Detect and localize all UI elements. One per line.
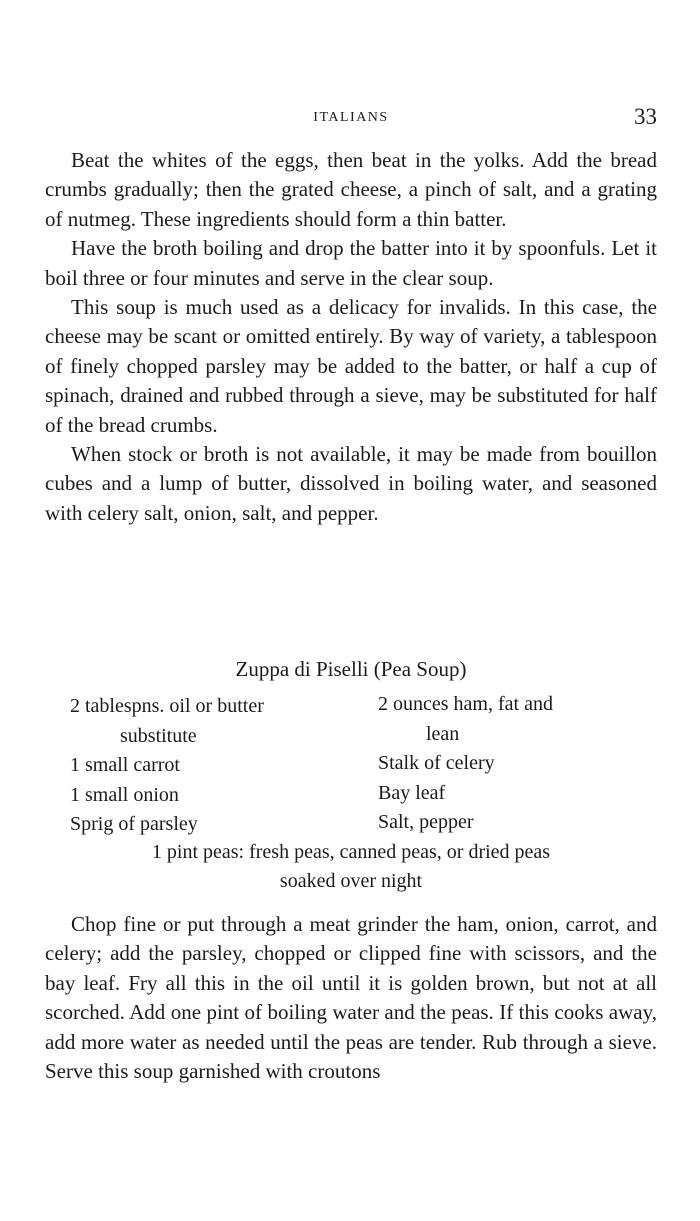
- ingredient-line: Stalk of celery: [378, 752, 495, 774]
- ingredient-bay-leaf: [378, 779, 445, 809]
- ingredient-oil: [70, 692, 264, 751]
- ingredient-ham: [378, 690, 553, 749]
- ingredient-carrot: [70, 751, 180, 781]
- ingredient-parsley: [70, 810, 198, 840]
- ingredient-line: 2 ounces ham, fat and: [378, 693, 553, 715]
- ingredient-peas-note: soaked over night: [279, 870, 423, 892]
- ingredient-line: Salt, pepper: [378, 811, 474, 833]
- ingredient-salt-pepper: [378, 808, 474, 838]
- body-text-instructions: [45, 910, 657, 1086]
- ingredient-onion: [70, 781, 179, 811]
- ingredient-peas: 1 pint peas: fresh peas, canned peas, or dried peas: [151, 841, 551, 863]
- ingredient-line: 2 tablespns. oil or butter: [70, 695, 264, 717]
- running-title: ITALIANS: [313, 110, 389, 125]
- page-number: 33: [634, 104, 657, 129]
- ingredient-line: Bay leaf: [378, 782, 446, 804]
- paragraph-broth: Have the broth boiling and drop the batter into it by spoonfuls. Let it boil three or four minutes and serve in the clear soup.: [45, 236, 657, 290]
- paragraph-instructions: Chop fine or put through a meat grinder the ham, onion, carrot, and celery; add the parsley, chopped or clipped fine with scissors, and the bay leaf. Fry all this in the oil until it is golden brown, but not at all scorched. Add one pint of boiling water and the peas. If this cooks away, add more water as needed until the peas are tender. Rub through a sieve. Serve this soup garnished with croutons: [45, 912, 657, 1084]
- paragraph-invalids: This soup is much used as a delicacy for invalids. In this case, the cheese may be scant or omitted entirely. By way of variety, a tablespoon of finely chopped parsley may be added to the batter, or half a cup of spinach, drained and rubbed through a sieve, may be substituted for half of the bread crumbs.: [45, 295, 657, 437]
- ingredient-line: 1 small carrot: [70, 754, 180, 776]
- paragraph-bouillon: When stock or broth is not available, it may be made from bouillon cubes and a lump of butter, dissolved in boiling water, and seasoned with celery salt, onion, salt, and pepper.: [45, 442, 657, 525]
- ingredient-line: Sprig of parsley: [70, 813, 198, 835]
- ingredient-continuation: lean: [426, 722, 460, 745]
- running-head: [45, 104, 657, 136]
- ingredient-line: 1 small onion: [70, 784, 179, 806]
- ingredient-continuation: substitute: [120, 724, 197, 747]
- ingredient-celery: [378, 749, 495, 779]
- body-text-top: [45, 146, 657, 528]
- paragraph-batter: Beat the whites of the eggs, then beat in the yolks. Add the bread crumbs gradually; then the grated cheese, a pinch of salt, and a grating of nutmeg. These ingredients should form a thin batter.: [45, 148, 657, 231]
- recipe-title: Zuppa di Piselli (Pea Soup): [235, 657, 467, 681]
